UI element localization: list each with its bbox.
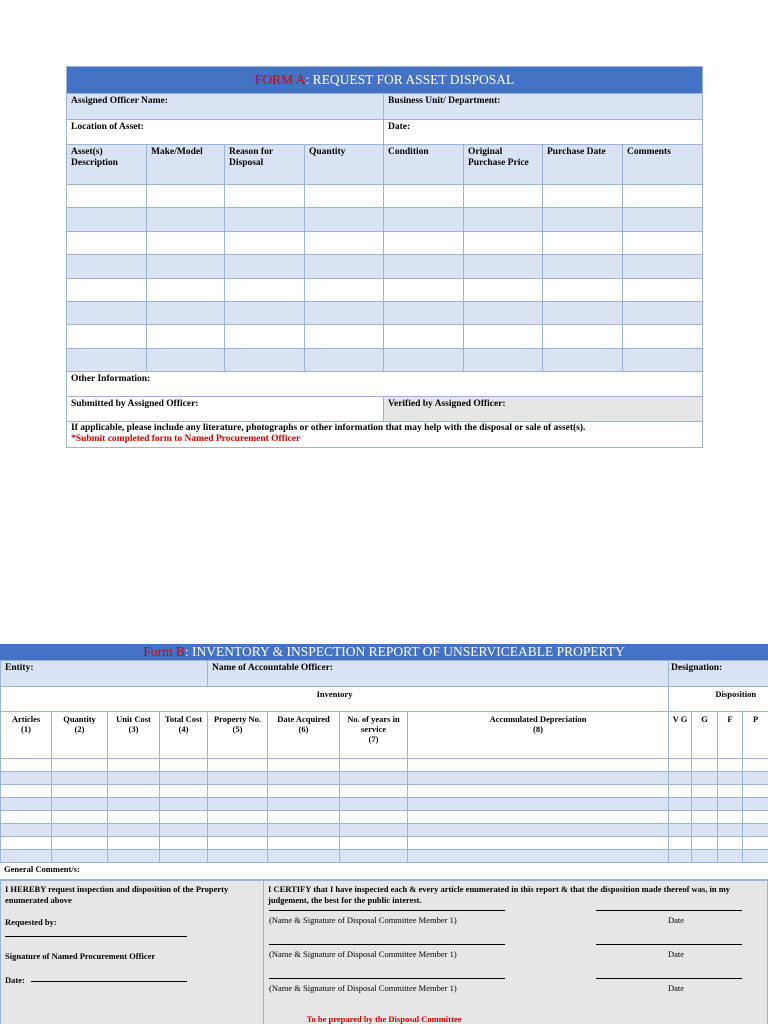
date-label: Date: [5, 975, 25, 985]
table-cell[interactable] [67, 231, 147, 254]
col-unit-cost-label: Unit Cost [116, 714, 151, 724]
form-a-title-prefix: FORM A [254, 72, 306, 87]
table-cell[interactable] [692, 759, 718, 772]
table-cell[interactable] [692, 811, 718, 824]
table-row [1, 772, 768, 785]
form-a-title [67, 67, 703, 94]
table-cell[interactable] [718, 759, 743, 772]
table-row [1, 759, 768, 772]
table-cell[interactable] [147, 231, 225, 254]
table-cell[interactable] [225, 325, 305, 348]
table-cell[interactable] [147, 348, 225, 371]
certify-text: I CERTIFY that I have inspected each & every article enumerated in this report & that the disposition made thereof was, in my judgement, the best for the public interest. [268, 884, 731, 905]
table-row [1, 811, 768, 824]
date-line[interactable] [31, 981, 187, 982]
table-cell[interactable] [147, 278, 225, 301]
table-cell[interactable] [384, 325, 464, 348]
table-cell[interactable] [669, 824, 692, 837]
table-cell[interactable] [225, 278, 305, 301]
table-cell[interactable] [718, 772, 743, 785]
table-cell[interactable] [543, 278, 623, 301]
table-cell[interactable] [543, 301, 623, 324]
table-cell[interactable] [1, 850, 52, 863]
form-b [0, 644, 768, 1024]
table-cell[interactable] [669, 837, 692, 850]
table-row [1, 824, 768, 837]
table-cell[interactable] [718, 811, 743, 824]
table-cell[interactable] [692, 772, 718, 785]
form-b-title [0, 644, 768, 660]
table-cell[interactable] [543, 255, 623, 278]
table-cell[interactable] [743, 785, 768, 798]
table-cell[interactable] [743, 824, 768, 837]
table-cell[interactable] [225, 185, 305, 208]
form-b-table [0, 660, 768, 863]
table-row [67, 278, 703, 301]
table-cell[interactable] [67, 301, 147, 324]
table-cell[interactable] [543, 325, 623, 348]
table-cell[interactable] [718, 798, 743, 811]
table-cell[interactable] [669, 772, 692, 785]
verified-by-field[interactable] [384, 397, 703, 422]
table-cell[interactable] [718, 837, 743, 850]
table-cell[interactable] [225, 231, 305, 254]
table-cell[interactable] [408, 850, 669, 863]
table-cell[interactable] [1, 824, 52, 837]
committee-member-1: (Name & Signature of Disposal Committee Member 1) [269, 915, 457, 925]
committee-date-line-3[interactable] [596, 978, 742, 979]
table-cell[interactable] [305, 278, 384, 301]
table-cell[interactable] [384, 231, 464, 254]
form-a-table [66, 66, 703, 448]
table-cell[interactable] [268, 785, 340, 798]
general-comments-field[interactable] [0, 863, 768, 880]
table-row [67, 348, 703, 371]
table-cell[interactable] [268, 798, 340, 811]
table-cell[interactable] [268, 759, 340, 772]
col-unit-cost [108, 712, 160, 759]
col-articles-num: (1) [21, 724, 31, 734]
entity-label: Entity: [5, 663, 34, 673]
table-cell[interactable] [52, 837, 108, 850]
col-property-no-num: (5) [232, 724, 243, 734]
table-row [67, 208, 703, 231]
designation-field[interactable] [669, 661, 768, 687]
committee-signature-line-3[interactable] [269, 978, 505, 979]
col-quantity-label: Quantity [63, 714, 96, 724]
table-cell[interactable] [743, 850, 768, 863]
table-cell[interactable] [692, 798, 718, 811]
table-cell[interactable] [305, 208, 384, 231]
col-date-acquired [268, 712, 340, 759]
table-cell[interactable] [743, 798, 768, 811]
col-header-quantity: Quantity [305, 145, 384, 185]
table-cell[interactable] [52, 811, 108, 824]
table-cell[interactable] [108, 772, 160, 785]
table-cell[interactable] [743, 837, 768, 850]
table-cell[interactable] [160, 824, 208, 837]
table-cell[interactable] [743, 772, 768, 785]
table-row [67, 301, 703, 324]
col-header-make-model: Make/Model [147, 145, 225, 185]
col-accum-dep [408, 712, 669, 759]
table-cell[interactable] [108, 837, 160, 850]
table-cell[interactable] [340, 824, 408, 837]
col-years-service [340, 712, 408, 759]
business-unit-field[interactable] [384, 94, 703, 120]
col-date-acquired-label: Date Acquired [277, 714, 330, 724]
col-header-original-price: Original Purchase Price [464, 145, 543, 185]
business-unit-label: Business Unit/ Department: [388, 96, 501, 106]
table-cell[interactable] [408, 798, 669, 811]
table-cell[interactable] [305, 231, 384, 254]
table-cell[interactable] [268, 824, 340, 837]
committee-signature-line-2[interactable] [269, 944, 505, 945]
table-cell[interactable] [160, 837, 208, 850]
table-cell[interactable] [623, 348, 703, 371]
accountable-officer-field[interactable] [208, 661, 669, 687]
table-cell[interactable] [464, 255, 543, 278]
table-cell[interactable] [52, 824, 108, 837]
location-label: Location of Asset: [71, 122, 144, 132]
signature-label: Signature of Named Procurement Officer [5, 951, 156, 961]
table-cell[interactable] [67, 325, 147, 348]
table-cell[interactable] [408, 837, 669, 850]
table-cell[interactable] [225, 255, 305, 278]
table-cell[interactable] [268, 772, 340, 785]
table-cell[interactable] [208, 759, 268, 772]
col-total-cost-num: (4) [178, 724, 189, 734]
table-cell[interactable] [160, 772, 208, 785]
table-cell[interactable] [52, 785, 108, 798]
table-cell[interactable] [340, 772, 408, 785]
col-accum-dep-label: Accumulated Depreciation [489, 714, 587, 724]
table-cell[interactable] [208, 798, 268, 811]
table-cell[interactable] [623, 208, 703, 231]
committee-member-3: (Name & Signature of Disposal Committee Member 1) [269, 983, 457, 993]
col-header-reason: Reason for Disposal [225, 145, 305, 185]
table-cell[interactable] [1, 798, 52, 811]
table-cell[interactable] [464, 278, 543, 301]
col-p: P [743, 712, 768, 759]
col-quantity-num: (2) [74, 724, 85, 734]
location-field[interactable] [67, 120, 384, 145]
table-row [1, 785, 768, 798]
table-row [1, 837, 768, 850]
table-cell[interactable] [208, 772, 268, 785]
table-cell[interactable] [692, 785, 718, 798]
col-f: F [718, 712, 743, 759]
accountable-officer-label: Name of Accountable Officer: [212, 663, 334, 673]
table-cell[interactable] [464, 208, 543, 231]
date-field[interactable] [384, 120, 703, 145]
literature-note: If applicable, please include any literature, photographs or other information that may help with the disposal or sale of asset(s). [71, 423, 586, 434]
other-info-label: Other Information: [71, 374, 151, 385]
table-cell[interactable] [225, 301, 305, 324]
table-cell[interactable] [108, 824, 160, 837]
table-cell[interactable] [225, 348, 305, 371]
table-cell[interactable] [384, 301, 464, 324]
table-cell[interactable] [669, 785, 692, 798]
table-row [67, 325, 703, 348]
table-cell[interactable] [1, 837, 52, 850]
requested-by-signature-line[interactable] [5, 936, 187, 937]
table-cell[interactable] [268, 811, 340, 824]
col-g: G [692, 712, 718, 759]
table-cell[interactable] [340, 811, 408, 824]
designation-label: Designation: [671, 663, 723, 673]
table-cell[interactable] [268, 850, 340, 863]
col-accum-dep-num: (8) [533, 724, 543, 734]
col-header-description: Asset(s) Description [67, 145, 147, 185]
table-cell[interactable] [52, 798, 108, 811]
table-cell[interactable] [147, 255, 225, 278]
form-b-title-prefix: Form B [143, 644, 185, 659]
table-cell[interactable] [208, 785, 268, 798]
table-cell[interactable] [408, 824, 669, 837]
table-cell[interactable] [160, 811, 208, 824]
table-cell[interactable] [52, 772, 108, 785]
disposition-header: Disposition [669, 687, 768, 712]
table-row [1, 798, 768, 811]
table-cell[interactable] [268, 837, 340, 850]
table-cell[interactable] [718, 850, 743, 863]
col-header-condition: Condition [384, 145, 464, 185]
col-header-comments: Comments [623, 145, 703, 185]
table-cell[interactable] [225, 208, 305, 231]
table-cell[interactable] [408, 772, 669, 785]
table-cell[interactable] [384, 185, 464, 208]
signature-block [0, 880, 768, 1024]
committee-date-1: Date [668, 915, 685, 925]
table-cell[interactable] [718, 785, 743, 798]
table-row [1, 850, 768, 863]
table-cell[interactable] [160, 785, 208, 798]
submit-note: *Submit completed form to Named Procurement Officer [71, 434, 301, 445]
table-cell[interactable] [340, 850, 408, 863]
table-cell[interactable] [623, 255, 703, 278]
table-cell[interactable] [305, 185, 384, 208]
table-cell[interactable] [623, 278, 703, 301]
table-cell[interactable] [384, 208, 464, 231]
committee-signature-line-1[interactable] [269, 910, 505, 911]
table-cell[interactable] [208, 850, 268, 863]
col-total-cost [160, 712, 208, 759]
table-cell[interactable] [408, 811, 669, 824]
col-articles [1, 712, 52, 759]
table-cell[interactable] [669, 811, 692, 824]
table-cell[interactable] [743, 811, 768, 824]
table-row [67, 231, 703, 254]
table-row [67, 255, 703, 278]
footer-note: To be prepared by the Disposal Committee [306, 1014, 462, 1024]
table-cell[interactable] [1, 785, 52, 798]
committee-date-line-2[interactable] [596, 944, 742, 945]
table-cell[interactable] [464, 301, 543, 324]
table-cell[interactable] [147, 208, 225, 231]
col-articles-label: Articles [11, 714, 41, 724]
table-cell[interactable] [692, 824, 718, 837]
table-cell[interactable] [384, 348, 464, 371]
col-header-purchase-date: Purchase Date [543, 145, 623, 185]
other-info-field[interactable] [67, 372, 703, 397]
table-cell[interactable] [147, 185, 225, 208]
table-cell[interactable] [384, 255, 464, 278]
submitted-by-field[interactable] [67, 397, 384, 422]
table-cell[interactable] [543, 185, 623, 208]
table-cell[interactable] [1, 759, 52, 772]
date-label: Date: [388, 122, 411, 132]
table-cell[interactable] [305, 348, 384, 371]
col-years-service-label: No. of years in service [347, 714, 400, 734]
table-cell[interactable] [464, 231, 543, 254]
table-cell[interactable] [305, 255, 384, 278]
table-cell[interactable] [160, 759, 208, 772]
table-cell[interactable] [464, 325, 543, 348]
table-cell[interactable] [543, 348, 623, 371]
table-cell[interactable] [669, 759, 692, 772]
col-property-no-label: Property No. [213, 714, 262, 724]
form-a-title-text: : REQUEST FOR ASSET DISPOSAL [305, 72, 515, 87]
col-vg: V G [669, 712, 692, 759]
table-cell[interactable] [108, 811, 160, 824]
table-cell[interactable] [67, 208, 147, 231]
table-cell[interactable] [340, 785, 408, 798]
inventory-header: Inventory [1, 687, 669, 712]
entity-field[interactable] [1, 661, 208, 687]
table-cell[interactable] [340, 759, 408, 772]
table-cell[interactable] [160, 850, 208, 863]
col-quantity [52, 712, 108, 759]
requested-by-label: Requested by: [5, 917, 57, 927]
table-cell[interactable] [108, 759, 160, 772]
table-cell[interactable] [340, 798, 408, 811]
certify-panel [264, 880, 768, 1024]
col-date-acquired-num: (6) [298, 724, 309, 734]
col-property-no [208, 712, 268, 759]
committee-date-3: Date [668, 983, 685, 993]
general-comments-label: General Comment/s: [4, 864, 80, 874]
form-a-notes [67, 422, 703, 448]
table-cell[interactable] [147, 325, 225, 348]
table-cell[interactable] [669, 798, 692, 811]
table-cell[interactable] [67, 278, 147, 301]
committee-date-2: Date [668, 949, 685, 959]
committee-date-line-1[interactable] [596, 910, 742, 911]
table-cell[interactable] [408, 785, 669, 798]
table-cell[interactable] [208, 837, 268, 850]
request-text: I HEREBY request inspection and disposition of the Property enumerated above [5, 884, 229, 905]
table-cell[interactable] [208, 811, 268, 824]
table-cell[interactable] [208, 824, 268, 837]
table-cell[interactable] [408, 759, 669, 772]
table-cell[interactable] [543, 231, 623, 254]
table-cell[interactable] [669, 850, 692, 863]
table-cell[interactable] [160, 798, 208, 811]
table-cell[interactable] [384, 278, 464, 301]
table-cell[interactable] [623, 185, 703, 208]
committee-member-2: (Name & Signature of Disposal Committee Member 1) [269, 949, 457, 959]
request-panel [0, 880, 264, 1024]
table-cell[interactable] [340, 837, 408, 850]
table-cell[interactable] [52, 759, 108, 772]
table-cell[interactable] [623, 325, 703, 348]
table-cell[interactable] [147, 301, 225, 324]
form-b-title-text: : INVENTORY & INSPECTION REPORT OF UNSERVICEABLE PROPERTY [184, 644, 625, 659]
table-cell[interactable] [1, 811, 52, 824]
table-cell[interactable] [52, 850, 108, 863]
col-years-service-num: (7) [368, 734, 379, 744]
table-cell[interactable] [743, 759, 768, 772]
table-cell[interactable] [108, 798, 160, 811]
table-cell[interactable] [67, 185, 147, 208]
table-cell[interactable] [108, 785, 160, 798]
col-total-cost-label: Total Cost [164, 714, 203, 724]
table-cell[interactable] [305, 301, 384, 324]
table-cell[interactable] [623, 231, 703, 254]
table-cell[interactable] [464, 348, 543, 371]
table-cell[interactable] [718, 824, 743, 837]
table-cell[interactable] [623, 301, 703, 324]
table-cell[interactable] [692, 850, 718, 863]
verified-by-label: Verified by Assigned Officer: [388, 399, 506, 410]
table-cell[interactable] [464, 185, 543, 208]
table-cell[interactable] [67, 348, 147, 371]
table-row [67, 185, 703, 208]
table-cell[interactable] [67, 255, 147, 278]
col-unit-cost-num: (3) [128, 724, 139, 734]
table-cell[interactable] [305, 325, 384, 348]
submitted-by-label: Submitted by Assigned Officer: [71, 399, 199, 410]
assigned-officer-field[interactable] [67, 94, 384, 120]
table-cell[interactable] [1, 772, 52, 785]
table-cell[interactable] [543, 208, 623, 231]
assigned-officer-label: Assigned Officer Name: [71, 96, 168, 106]
table-cell[interactable] [108, 850, 160, 863]
table-cell[interactable] [692, 837, 718, 850]
